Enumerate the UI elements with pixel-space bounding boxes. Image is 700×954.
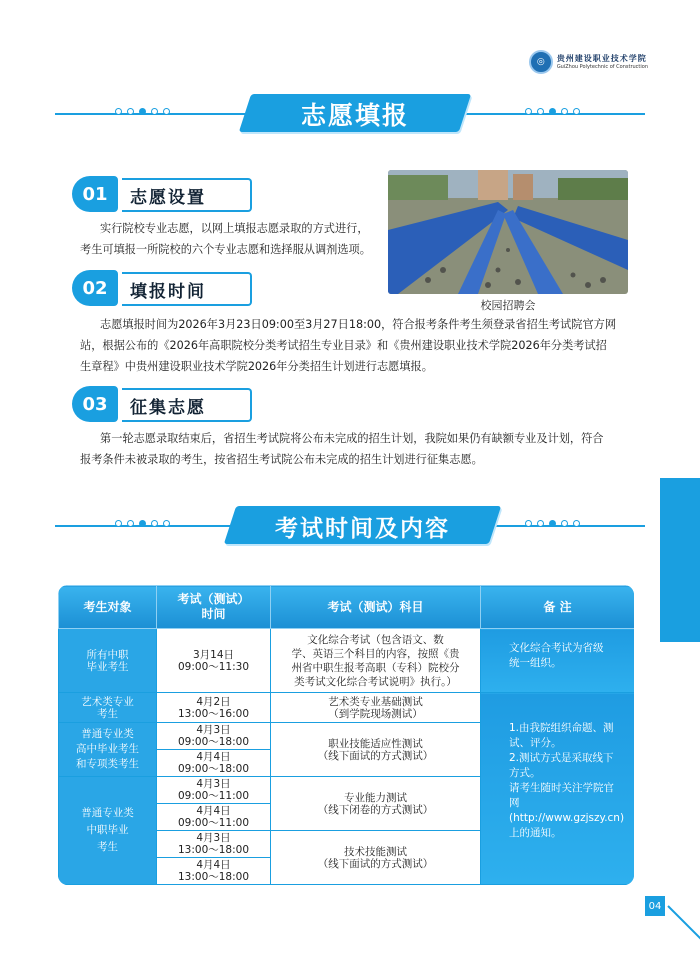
section-title: 志愿设置 xyxy=(122,178,252,212)
table-row xyxy=(59,629,635,693)
table-cell: 普通专业类 高中毕业考生 和专项类考生 xyxy=(59,723,157,777)
school-name-cn: 贵州建设职业技术学院 xyxy=(556,53,647,63)
table-cell: 职业技能适应性测试 （线下面试的方式测试） xyxy=(271,723,481,777)
column-header: 考生对象 xyxy=(59,586,157,629)
section-03-text: 第一轮志愿录取结束后，省招生考试院将公布未完成的招生计划，我院如果仍有缺额专业及计划，符合 报考条件未被录取的考生，按省招生考试院公布未完成的招生计划进行征集志愿。 xyxy=(80,432,604,466)
table-row xyxy=(59,693,635,723)
table-cell: 4月4日 09:00～18:00 xyxy=(157,750,271,777)
note-cell: 1.由我院组织命题、测 试、评分。 2.测试方式是采取线下 方式。 请考生随时关注学院官 网(http://www.gzjszy.cn) 上的通知。 xyxy=(481,693,635,885)
column-header: 考试（测试）科目 xyxy=(271,586,481,629)
table-cell: 艺术类专业 考生 xyxy=(59,693,157,723)
note-cell: 文化综合考试为省级 统一组织。 xyxy=(481,629,635,693)
table-cell: 4月2日 13:00～16:00 xyxy=(157,693,271,723)
table-cell: 3月14日 09:00～11:30 xyxy=(157,629,271,693)
table-cell: 艺术类专业基础测试 （到学院现场测试） xyxy=(271,693,481,723)
section-number: 01 xyxy=(72,176,118,212)
table-cell: 4月3日 09:00～18:00 xyxy=(157,723,271,750)
table-cell: 4月4日 09:00～11:00 xyxy=(157,804,271,831)
table-cell: 4月4日 13:00～18:00 xyxy=(157,858,271,885)
school-name-en: GuiZhou Polytechnic of Construction xyxy=(556,63,648,70)
photo-caption: 校园招聘会 xyxy=(480,299,536,312)
banner-title: 志愿填报 xyxy=(300,101,409,130)
campus-fair-photo xyxy=(388,170,628,294)
section-number: 02 xyxy=(72,270,118,306)
table-cell: 4月3日 13:00～18:00 xyxy=(157,831,271,858)
school-emblem-icon: ◎ xyxy=(529,50,553,74)
section-01-text: 实行院校专业志愿，以网上填报志愿录取的方式进行， 考生可填报一所院校的六个专业志愿和选择服从调剂选项。 xyxy=(80,222,371,256)
page-number: 04 xyxy=(645,896,665,916)
section-02-text: 志愿填报时间为2026年3月23日09:00至3月27日18:00，符合报考条件考生须登录省招生考试院官方网 站，根据公布的《2026年高职院校分类考试招生专业目录》和《贵州建设职业技术学院2026年分类考试招 生章程》中贵州建设职业技术学院2026年分类招生计划进行志愿填报。 xyxy=(80,318,617,373)
table-cell: 4月3日 09:00～11:00 xyxy=(157,777,271,804)
column-header: 考试（测试） 时间 xyxy=(157,586,271,629)
section-title: 填报时间 xyxy=(122,272,252,306)
column-header: 备 注 xyxy=(481,586,635,629)
school-logo xyxy=(529,50,648,74)
section-banner-volunteer xyxy=(55,94,645,134)
table-cell: 文化综合考试（包含语文、数 学、英语三个科目的内容，按照《贵 州省中职生报考高职（专科）院校分 类考试文化综合考试说明》执行。） xyxy=(271,629,481,693)
table-cell: 技术技能测试 （线下面试的方式测试） xyxy=(271,831,481,885)
table-cell: 所有中职 毕业考生 xyxy=(59,629,157,693)
section-number: 03 xyxy=(72,386,118,422)
section-banner-exam xyxy=(55,506,645,546)
exam-schedule-table xyxy=(58,585,634,885)
table-header-row xyxy=(59,586,635,629)
table-cell: 普通专业类 中职毕业 考生 xyxy=(59,777,157,885)
side-decor-tab xyxy=(660,478,700,642)
corner-decor-line xyxy=(667,905,700,949)
banner-title: 考试时间及内容 xyxy=(275,515,450,542)
section-title: 征集志愿 xyxy=(122,388,252,422)
table-cell: 专业能力测试 （线下闭卷的方式测试） xyxy=(271,777,481,831)
